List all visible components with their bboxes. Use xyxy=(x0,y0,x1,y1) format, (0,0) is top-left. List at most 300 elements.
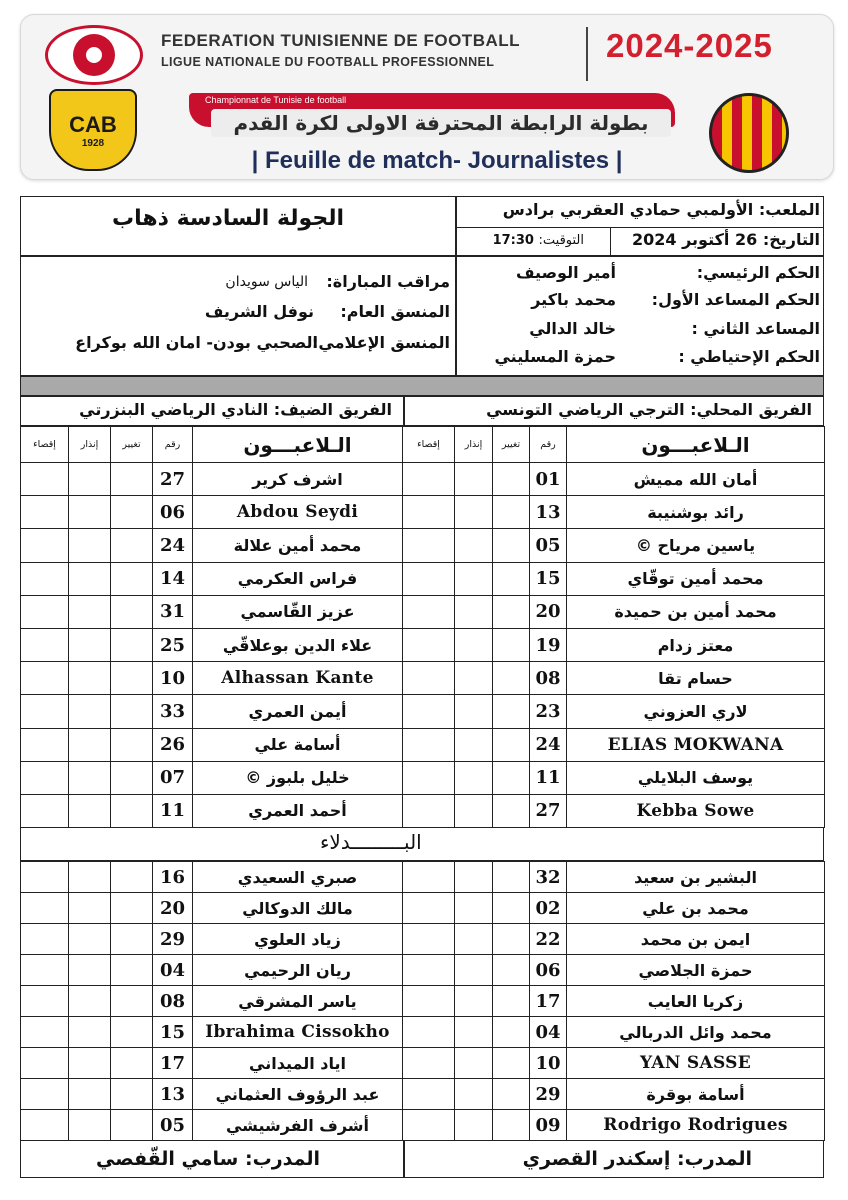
change-cell[interactable] xyxy=(111,893,153,924)
home-coach-label: المدرب: xyxy=(677,1148,752,1170)
player-row xyxy=(403,1048,825,1079)
warning-cell[interactable] xyxy=(455,794,493,827)
warning-cell[interactable] xyxy=(69,1110,111,1141)
player-row xyxy=(21,662,403,695)
warning-cell[interactable] xyxy=(455,1079,493,1110)
player-number: 25 xyxy=(153,628,193,661)
warning-cell[interactable] xyxy=(455,728,493,761)
media-label: المنسق الإعلامي: xyxy=(312,333,450,352)
player-row xyxy=(403,496,825,529)
change-cell[interactable] xyxy=(493,893,530,924)
assistant1-name: محمد باكير xyxy=(531,290,616,309)
media-name: الصحبي بودن- امان الله بوكراع xyxy=(75,333,318,352)
assistant2-name: خالد الدالي xyxy=(529,319,616,338)
player-number: 31 xyxy=(153,595,193,628)
player-number: 20 xyxy=(530,595,567,628)
change-cell[interactable] xyxy=(493,496,530,529)
championship-title: بطولة الرابطة المحترفة الاولى لكرة القدم xyxy=(211,109,671,137)
exclusion-cell[interactable] xyxy=(403,1017,455,1048)
exclusion-cell[interactable] xyxy=(403,463,455,496)
warning-cell[interactable] xyxy=(69,463,111,496)
exclusion-cell[interactable] xyxy=(21,1110,69,1141)
player-row xyxy=(21,695,403,728)
player-name: Alhassan Kante xyxy=(193,662,403,695)
player-number: 26 xyxy=(153,728,193,761)
sheet-title: | Feuille de match- Journalistes | xyxy=(251,147,623,174)
change-cell[interactable] xyxy=(493,529,530,562)
player-row xyxy=(21,1017,403,1048)
exclusion-cell[interactable] xyxy=(403,955,455,986)
change-cell[interactable] xyxy=(111,1110,153,1141)
player-row xyxy=(403,893,825,924)
player-name: Abdou Seydi xyxy=(193,496,403,529)
exclusion-cell[interactable] xyxy=(21,1017,69,1048)
player-name: محمد أمين بن حميدة xyxy=(567,595,825,628)
exclusion-cell[interactable] xyxy=(403,924,455,955)
player-number: 06 xyxy=(153,496,193,529)
player-name: زياد العلوي xyxy=(193,924,403,955)
player-row xyxy=(403,862,825,893)
player-row xyxy=(403,794,825,827)
subs-header-box xyxy=(20,827,824,861)
player-row xyxy=(403,1017,825,1048)
exclusion-cell[interactable] xyxy=(21,924,69,955)
time-label: التوقيت: xyxy=(538,233,584,248)
est-logo-icon xyxy=(709,93,789,173)
coordinator-label: المنسق العام: xyxy=(340,302,450,321)
warning-cell[interactable] xyxy=(455,562,493,595)
home-team-label: الفريق المحلي: xyxy=(690,400,812,419)
warning-cell[interactable] xyxy=(69,862,111,893)
player-row xyxy=(403,986,825,1017)
exclusion-cell[interactable] xyxy=(21,529,69,562)
warning-cell[interactable] xyxy=(455,955,493,986)
exclusion-cell[interactable] xyxy=(21,496,69,529)
exclusion-cell[interactable] xyxy=(21,562,69,595)
player-name: حمزة الجلاصي xyxy=(567,955,825,986)
player-name: صبري السعيدي xyxy=(193,862,403,893)
player-number: 17 xyxy=(153,1048,193,1079)
player-row xyxy=(21,893,403,924)
exclusion-cell[interactable] xyxy=(21,761,69,794)
player-name: محمد بن علي xyxy=(567,893,825,924)
warning-cell[interactable] xyxy=(69,893,111,924)
warning-cell[interactable] xyxy=(69,595,111,628)
change-cell[interactable] xyxy=(493,986,530,1017)
player-row xyxy=(403,463,825,496)
fourth-official-name: حمزة المسليني xyxy=(494,347,616,366)
warning-cell[interactable] xyxy=(455,986,493,1017)
home-players-table xyxy=(402,426,825,828)
player-name: عبد الرؤوف العثماني xyxy=(193,1079,403,1110)
player-name: اشرف كرير xyxy=(193,463,403,496)
referee-label: الحكم الرئيسي: xyxy=(696,263,820,282)
away-team-line xyxy=(79,400,392,419)
championship-small: Championnat de Tunisie de football xyxy=(205,95,347,105)
warning-cell[interactable] xyxy=(69,695,111,728)
player-number: 05 xyxy=(153,1110,193,1141)
exclusion-cell[interactable] xyxy=(21,893,69,924)
player-number: 10 xyxy=(153,662,193,695)
exclusion-cell[interactable] xyxy=(403,986,455,1017)
player-name: اياد الميداني xyxy=(193,1048,403,1079)
player-row xyxy=(403,1110,825,1141)
exclusion-cell[interactable] xyxy=(403,1079,455,1110)
player-name: يوسف البلايلي xyxy=(567,761,825,794)
change-cell[interactable] xyxy=(111,986,153,1017)
change-cell[interactable] xyxy=(111,862,153,893)
player-name: خليل بلبوز © xyxy=(193,761,403,794)
player-name: YAN SASSE xyxy=(567,1048,825,1079)
warning-cell[interactable] xyxy=(455,1017,493,1048)
player-row xyxy=(403,628,825,661)
warning-cell[interactable] xyxy=(69,955,111,986)
change-cell[interactable] xyxy=(111,761,153,794)
exclusion-cell[interactable] xyxy=(21,628,69,661)
player-row xyxy=(21,794,403,827)
warning-cell[interactable] xyxy=(69,1079,111,1110)
player-number: 24 xyxy=(153,529,193,562)
player-number: 04 xyxy=(530,1017,567,1048)
change-cell[interactable] xyxy=(493,628,530,661)
home-team-line xyxy=(486,400,812,419)
warning-cell[interactable] xyxy=(69,496,111,529)
warning-cell[interactable] xyxy=(455,1110,493,1141)
exclusion-cell[interactable] xyxy=(403,1048,455,1079)
exclusion-cell[interactable] xyxy=(403,529,455,562)
player-name: ياسر المشرقي xyxy=(193,986,403,1017)
player-name: علاء الدين بوعلاقّي xyxy=(193,628,403,661)
player-name: رائد بوشنيبة xyxy=(567,496,825,529)
warning-cell[interactable] xyxy=(455,496,493,529)
player-name: أشرف الفرشيشي xyxy=(193,1110,403,1141)
player-name: ELIAS MOKWANA xyxy=(567,728,825,761)
player-row xyxy=(21,862,403,893)
change-cell[interactable] xyxy=(111,463,153,496)
change-cell[interactable] xyxy=(111,662,153,695)
player-name: أسامة علي xyxy=(193,728,403,761)
home-header-row xyxy=(403,427,825,463)
date-label: التاريخ: xyxy=(762,230,820,249)
exclusion-cell[interactable] xyxy=(403,628,455,661)
away-coach-name: سامي القّفصي xyxy=(96,1148,239,1170)
change-cell[interactable] xyxy=(493,862,530,893)
warning-cell[interactable] xyxy=(455,463,493,496)
exclusion-cell[interactable] xyxy=(403,595,455,628)
header-banner xyxy=(20,14,834,180)
coordinator-name: نوفل الشريف xyxy=(204,302,314,321)
player-number: 27 xyxy=(530,794,567,827)
assistant2-label: المساعد الثاني : xyxy=(691,319,820,338)
change-cell[interactable] xyxy=(111,695,153,728)
away-coach-label: المدرب: xyxy=(245,1148,320,1170)
warning-cell[interactable] xyxy=(69,761,111,794)
change-cell[interactable] xyxy=(493,463,530,496)
exclusion-header: إقصاء xyxy=(403,427,455,463)
exclusion-cell[interactable] xyxy=(403,562,455,595)
assistant1-label: الحكم المساعد الأول: xyxy=(651,290,820,309)
player-number: 27 xyxy=(153,463,193,496)
league-title: LIGUE NATIONALE DU FOOTBALL PROFESSIONNEL xyxy=(161,55,495,69)
number-header: رقم xyxy=(153,427,193,463)
change-cell[interactable] xyxy=(111,628,153,661)
player-name: Kebba Sowe xyxy=(567,794,825,827)
player-row xyxy=(21,1079,403,1110)
home-team-name: الترجي الرياضي التونسي xyxy=(486,400,685,419)
player-row xyxy=(403,955,825,986)
player-row xyxy=(403,662,825,695)
exclusion-cell[interactable] xyxy=(21,695,69,728)
player-number: 05 xyxy=(530,529,567,562)
observer-name: الياس سويدان xyxy=(225,274,308,290)
player-name: البشير بن سعيد xyxy=(567,862,825,893)
player-number: 10 xyxy=(530,1048,567,1079)
warning-cell[interactable] xyxy=(69,562,111,595)
away-header-row xyxy=(21,427,403,463)
change-cell[interactable] xyxy=(493,1079,530,1110)
change-header: تغيير xyxy=(111,427,153,463)
player-number: 20 xyxy=(153,893,193,924)
warning-cell[interactable] xyxy=(455,862,493,893)
exclusion-cell[interactable] xyxy=(21,463,69,496)
cab-logo-text: CAB xyxy=(69,111,117,137)
player-row xyxy=(403,529,825,562)
season: 2024-2025 xyxy=(606,27,773,64)
change-cell[interactable] xyxy=(111,794,153,827)
warning-cell[interactable] xyxy=(455,695,493,728)
player-row xyxy=(21,463,403,496)
fourth-official-label: الحكم الإحتياطي : xyxy=(678,347,820,366)
player-name: لاري العزوني xyxy=(567,695,825,728)
exclusion-cell[interactable] xyxy=(21,794,69,827)
player-name: حسام تقا xyxy=(567,662,825,695)
federation-title: FEDERATION TUNISIENNE DE FOOTBALL xyxy=(161,31,521,50)
change-cell[interactable] xyxy=(111,924,153,955)
player-row xyxy=(21,595,403,628)
warning-cell[interactable] xyxy=(455,924,493,955)
player-name: أمان الله مميش xyxy=(567,463,825,496)
player-number: 17 xyxy=(530,986,567,1017)
subs-title: البـــــــــدلاء xyxy=(320,830,422,854)
change-cell[interactable] xyxy=(493,955,530,986)
player-number: 02 xyxy=(530,893,567,924)
round-title: الجولة السادسة ذهاب xyxy=(112,206,344,231)
stadium-line xyxy=(503,200,820,219)
exclusion-cell[interactable] xyxy=(403,662,455,695)
home-coach-line xyxy=(523,1148,752,1170)
player-number: 29 xyxy=(530,1079,567,1110)
stadium-label: الملعب: xyxy=(758,200,820,219)
warning-header: إنذار xyxy=(69,427,111,463)
player-row xyxy=(21,955,403,986)
player-number: 33 xyxy=(153,695,193,728)
player-name: أحمد العمري xyxy=(193,794,403,827)
warning-cell[interactable] xyxy=(69,662,111,695)
player-number: 01 xyxy=(530,463,567,496)
exclusion-cell[interactable] xyxy=(21,1079,69,1110)
exclusion-cell[interactable] xyxy=(403,794,455,827)
warning-cell[interactable] xyxy=(69,529,111,562)
divider xyxy=(586,27,588,81)
player-number: 15 xyxy=(530,562,567,595)
player-row xyxy=(21,924,403,955)
exclusion-cell[interactable] xyxy=(21,595,69,628)
home-coach-name: إسكندر القصري xyxy=(522,1148,671,1170)
away-players-table xyxy=(20,426,403,828)
player-name: معتز زدام xyxy=(567,628,825,661)
player-number: 15 xyxy=(153,1017,193,1048)
player-number: 13 xyxy=(153,1079,193,1110)
player-number: 29 xyxy=(153,924,193,955)
change-cell[interactable] xyxy=(493,728,530,761)
player-name: عزيز القّاسمي xyxy=(193,595,403,628)
player-row xyxy=(21,496,403,529)
player-number: 23 xyxy=(530,695,567,728)
exclusion-cell[interactable] xyxy=(21,986,69,1017)
exclusion-cell[interactable] xyxy=(403,728,455,761)
change-cell[interactable] xyxy=(493,662,530,695)
player-name: ايمن بن محمد xyxy=(567,924,825,955)
change-cell[interactable] xyxy=(111,529,153,562)
exclusion-header: إقصاء xyxy=(21,427,69,463)
player-row xyxy=(21,1110,403,1141)
date-value: 26 أكتوبر 2024 xyxy=(631,230,758,249)
players-header: الـلاعبـــون xyxy=(567,427,825,463)
warning-cell[interactable] xyxy=(455,595,493,628)
player-name: ريان الرحيمي xyxy=(193,955,403,986)
away-subs-table xyxy=(20,861,403,1141)
warning-header: إنذار xyxy=(455,427,493,463)
cab-logo-year: 1928 xyxy=(81,137,105,149)
player-row xyxy=(21,562,403,595)
exclusion-cell[interactable] xyxy=(403,893,455,924)
change-cell[interactable] xyxy=(493,595,530,628)
stadium-value: الأولمبي حمادي العقربي برادس xyxy=(502,200,754,219)
player-name: فراس العكرمي xyxy=(193,562,403,595)
change-cell[interactable] xyxy=(111,728,153,761)
player-name: زكريا العايب xyxy=(567,986,825,1017)
warning-cell[interactable] xyxy=(69,924,111,955)
player-name: Ibrahima Cissokho xyxy=(193,1017,403,1048)
player-number: 11 xyxy=(530,761,567,794)
exclusion-cell[interactable] xyxy=(403,761,455,794)
player-name: Rodrigo Rodrigues xyxy=(567,1110,825,1141)
warning-cell[interactable] xyxy=(69,1048,111,1079)
change-cell[interactable] xyxy=(493,761,530,794)
away-team-name: النادي الرياضي البنزرتي xyxy=(79,400,269,419)
change-header: تغيير xyxy=(493,427,530,463)
exclusion-cell[interactable] xyxy=(403,862,455,893)
player-row xyxy=(403,695,825,728)
player-number: 06 xyxy=(530,955,567,986)
player-name: ياسين مرياح © xyxy=(567,529,825,562)
player-row xyxy=(403,761,825,794)
change-cell[interactable] xyxy=(493,562,530,595)
warning-cell[interactable] xyxy=(69,728,111,761)
warning-cell[interactable] xyxy=(455,1048,493,1079)
change-cell[interactable] xyxy=(493,695,530,728)
change-cell[interactable] xyxy=(111,1017,153,1048)
player-name: مالك الدوكالي xyxy=(193,893,403,924)
player-row xyxy=(403,595,825,628)
player-row xyxy=(403,562,825,595)
player-number: 16 xyxy=(153,862,193,893)
change-cell[interactable] xyxy=(493,1110,530,1141)
player-number: 22 xyxy=(530,924,567,955)
player-row xyxy=(403,728,825,761)
exclusion-cell[interactable] xyxy=(403,1110,455,1141)
exclusion-cell[interactable] xyxy=(21,1048,69,1079)
change-cell[interactable] xyxy=(493,794,530,827)
exclusion-cell[interactable] xyxy=(21,955,69,986)
change-cell[interactable] xyxy=(111,562,153,595)
away-team-label: الفريق الضيف: xyxy=(273,400,392,419)
exclusion-cell[interactable] xyxy=(21,862,69,893)
player-number: 24 xyxy=(530,728,567,761)
change-cell[interactable] xyxy=(111,496,153,529)
player-row xyxy=(21,728,403,761)
warning-cell[interactable] xyxy=(455,761,493,794)
warning-cell[interactable] xyxy=(69,986,111,1017)
exclusion-cell[interactable] xyxy=(403,695,455,728)
warning-cell[interactable] xyxy=(69,628,111,661)
change-cell[interactable] xyxy=(111,595,153,628)
player-name: أيمن العمري xyxy=(193,695,403,728)
player-number: 07 xyxy=(153,761,193,794)
separator-bar xyxy=(20,376,824,396)
away-coach-line xyxy=(96,1148,320,1170)
change-cell[interactable] xyxy=(111,1079,153,1110)
player-number: 32 xyxy=(530,862,567,893)
ftf-logo-icon xyxy=(45,25,143,85)
player-name: محمد أمين علالة xyxy=(193,529,403,562)
cab-logo-icon xyxy=(49,89,137,171)
change-cell[interactable] xyxy=(493,1017,530,1048)
warning-cell[interactable] xyxy=(455,529,493,562)
exclusion-cell[interactable] xyxy=(403,496,455,529)
player-name: محمد وائل الدربالي xyxy=(567,1017,825,1048)
player-row xyxy=(21,628,403,661)
player-row xyxy=(21,761,403,794)
player-name: محمد أمين توقّاي xyxy=(567,562,825,595)
warning-cell[interactable] xyxy=(455,893,493,924)
change-cell[interactable] xyxy=(493,924,530,955)
warning-cell[interactable] xyxy=(69,794,111,827)
warning-cell[interactable] xyxy=(455,662,493,695)
exclusion-cell[interactable] xyxy=(21,728,69,761)
player-number: 19 xyxy=(530,628,567,661)
player-number: 11 xyxy=(153,794,193,827)
player-number: 13 xyxy=(530,496,567,529)
date-line xyxy=(632,230,820,249)
player-number: 08 xyxy=(153,986,193,1017)
player-row xyxy=(21,529,403,562)
time-value: 17:30 xyxy=(492,233,534,248)
player-row xyxy=(21,986,403,1017)
change-cell[interactable] xyxy=(493,1048,530,1079)
warning-cell[interactable] xyxy=(455,628,493,661)
observer-label: مراقب المباراة: xyxy=(326,272,450,291)
player-name: أسامة بوقرة xyxy=(567,1079,825,1110)
player-row xyxy=(403,924,825,955)
player-number: 09 xyxy=(530,1110,567,1141)
exclusion-cell[interactable] xyxy=(21,662,69,695)
players-header: الـلاعبـــون xyxy=(193,427,403,463)
warning-cell[interactable] xyxy=(69,1017,111,1048)
player-number: 14 xyxy=(153,562,193,595)
change-cell[interactable] xyxy=(111,1048,153,1079)
change-cell[interactable] xyxy=(111,955,153,986)
